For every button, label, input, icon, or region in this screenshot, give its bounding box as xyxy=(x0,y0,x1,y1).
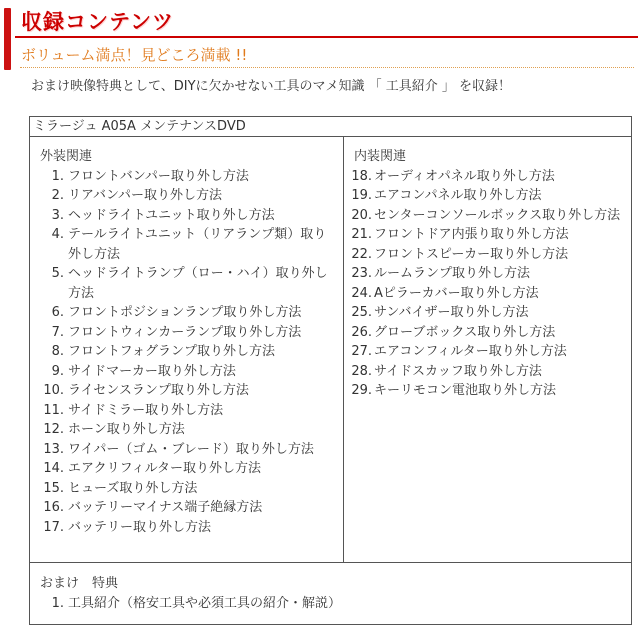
item-text: センターコンソールボックス取り外し方法 xyxy=(374,207,621,223)
item-number: 21. xyxy=(351,227,372,242)
item-number: 4. xyxy=(51,227,64,242)
item-text: オーディオパネル取り外し方法 xyxy=(374,168,555,184)
item-text: ヒューズ取り外し方法 xyxy=(68,480,198,496)
item-number: 26. xyxy=(351,324,372,340)
list-item xyxy=(40,225,336,264)
intro-text: おまけ映像特典として、DIYに欠かせない工具のマメ知識 「 工具紹介 」 を収録！ xyxy=(31,79,512,94)
exterior-heading: 外装関連 xyxy=(40,149,93,164)
item-number: 8. xyxy=(51,344,64,359)
item-number: 25. xyxy=(351,305,372,320)
item-number: 14. xyxy=(43,461,64,476)
item-text: ルームランプ取り外し方法 xyxy=(374,266,531,281)
item-text: エアクリフィルター取り外し方法 xyxy=(68,461,262,476)
item-text: テールライトユニット（リアランプ類）取り外し方法 xyxy=(68,227,327,262)
item-text: サンバイザー取り外し方法 xyxy=(374,305,529,320)
item-number: 1. xyxy=(51,595,64,611)
item-number: 16. xyxy=(43,500,64,515)
list-item xyxy=(40,498,336,518)
list-item xyxy=(40,206,336,226)
item-number: 17. xyxy=(43,519,64,535)
list-item xyxy=(351,167,630,187)
item-number: 23. xyxy=(351,266,372,281)
list-item xyxy=(351,264,630,284)
list-item xyxy=(351,362,630,382)
item-text: キーリモコン電池取り外し方法 xyxy=(374,383,557,398)
item-number: 28. xyxy=(351,363,372,379)
interior-heading: 内装関連 xyxy=(354,149,407,164)
list-item xyxy=(351,381,630,401)
subtitle-dotted-divider xyxy=(20,67,634,68)
list-item xyxy=(40,440,336,460)
section-header xyxy=(4,6,636,36)
item-number: 1. xyxy=(51,168,64,184)
item-text: グローブボックス取り外し方法 xyxy=(374,324,556,340)
item-number: 3. xyxy=(51,207,64,223)
item-text: フロントポジションランプ取り外し方法 xyxy=(68,305,302,320)
list-item xyxy=(351,245,630,265)
item-text: フロントドア内張り取り外し方法 xyxy=(374,227,569,242)
item-text: サイドミラー取り外し方法 xyxy=(68,402,224,418)
item-text: 工具紹介（格安工具や必須工具の紹介・解説） xyxy=(68,595,342,611)
bonus-section xyxy=(40,574,620,613)
item-number: 6. xyxy=(51,305,64,320)
item-text: サイドマーカー取り外し方法 xyxy=(68,363,236,379)
list-item xyxy=(40,323,336,343)
column-divider xyxy=(343,137,344,562)
list-item xyxy=(351,323,630,343)
exterior-column xyxy=(40,147,336,537)
item-number: 5. xyxy=(51,266,64,281)
item-number: 19. xyxy=(351,188,372,203)
list-item xyxy=(351,186,630,206)
item-text: ホーン取り外し方法 xyxy=(68,422,185,437)
contents-table xyxy=(29,116,632,625)
item-text: リアバンパー取り外し方法 xyxy=(68,188,223,203)
item-number: 7. xyxy=(51,324,64,340)
interior-list xyxy=(351,167,630,401)
item-number: 18. xyxy=(351,168,372,184)
list-item xyxy=(40,303,336,323)
item-number: 24. xyxy=(351,285,372,301)
item-number: 27. xyxy=(351,344,372,359)
item-number: 13. xyxy=(43,441,64,457)
item-number: 10. xyxy=(43,383,64,398)
list-item xyxy=(40,401,336,421)
list-item xyxy=(40,518,336,538)
bonus-heading: おまけ 特典 xyxy=(40,576,119,591)
exterior-list xyxy=(40,167,336,538)
list-item xyxy=(351,225,630,245)
section-title: 収録コンテンツ xyxy=(21,10,174,34)
item-number: 20. xyxy=(351,207,372,223)
item-text: バッテリーマイナス端子絶縁方法 xyxy=(68,500,263,515)
item-text: フロントバンパー取り外し方法 xyxy=(68,168,249,184)
item-text: ワイパー（ゴム・ブレード）取り外し方法 xyxy=(68,441,314,457)
item-text: ヘッドライトユニット取り外し方法 xyxy=(68,207,275,223)
item-text: フロントスピーカー取り外し方法 xyxy=(374,246,569,262)
list-item xyxy=(40,459,336,479)
header-underline xyxy=(15,36,638,38)
list-item xyxy=(40,167,336,187)
item-number: 2. xyxy=(51,188,64,203)
item-number: 15. xyxy=(43,480,64,496)
item-text: ヘッドライトランプ（ロー・ハイ）取り外し方法 xyxy=(68,266,328,301)
item-number: 29. xyxy=(351,383,372,398)
item-text: Aピラーカバー取り外し方法 xyxy=(374,285,539,301)
list-item xyxy=(40,362,336,382)
list-item xyxy=(351,342,630,362)
item-text: エアコンパネル取り外し方法 xyxy=(374,188,542,203)
subtitle: ボリューム満点！見どころ満載 !! xyxy=(21,46,248,64)
bonus-list xyxy=(40,594,620,614)
item-text: バッテリー取り外し方法 xyxy=(68,519,212,535)
list-item xyxy=(351,206,630,226)
list-item xyxy=(40,479,336,499)
list-item xyxy=(351,303,630,323)
item-text: エアコンフィルター取り外し方法 xyxy=(374,344,567,359)
list-item xyxy=(40,342,336,362)
list-item xyxy=(40,381,336,401)
list-item xyxy=(40,420,336,440)
item-text: ライセンスランプ取り外し方法 xyxy=(68,383,249,398)
list-item xyxy=(40,264,336,303)
item-text: フロントウィンカーランプ取り外し方法 xyxy=(68,324,302,340)
interior-column xyxy=(351,147,630,401)
item-text: フロントフォグランプ取り外し方法 xyxy=(68,344,275,359)
row-divider xyxy=(30,562,631,563)
item-number: 22. xyxy=(351,246,372,262)
item-number: 9. xyxy=(51,363,64,379)
list-item xyxy=(351,284,630,304)
item-text: サイドスカッフ取り外し方法 xyxy=(374,363,542,379)
table-title: ミラージュ A05A メンテナンスDVD xyxy=(30,117,631,137)
item-number: 11. xyxy=(43,402,64,418)
list-item xyxy=(40,186,336,206)
header-accent-bar xyxy=(4,8,11,70)
list-item xyxy=(40,594,620,614)
item-number: 12. xyxy=(43,422,64,437)
